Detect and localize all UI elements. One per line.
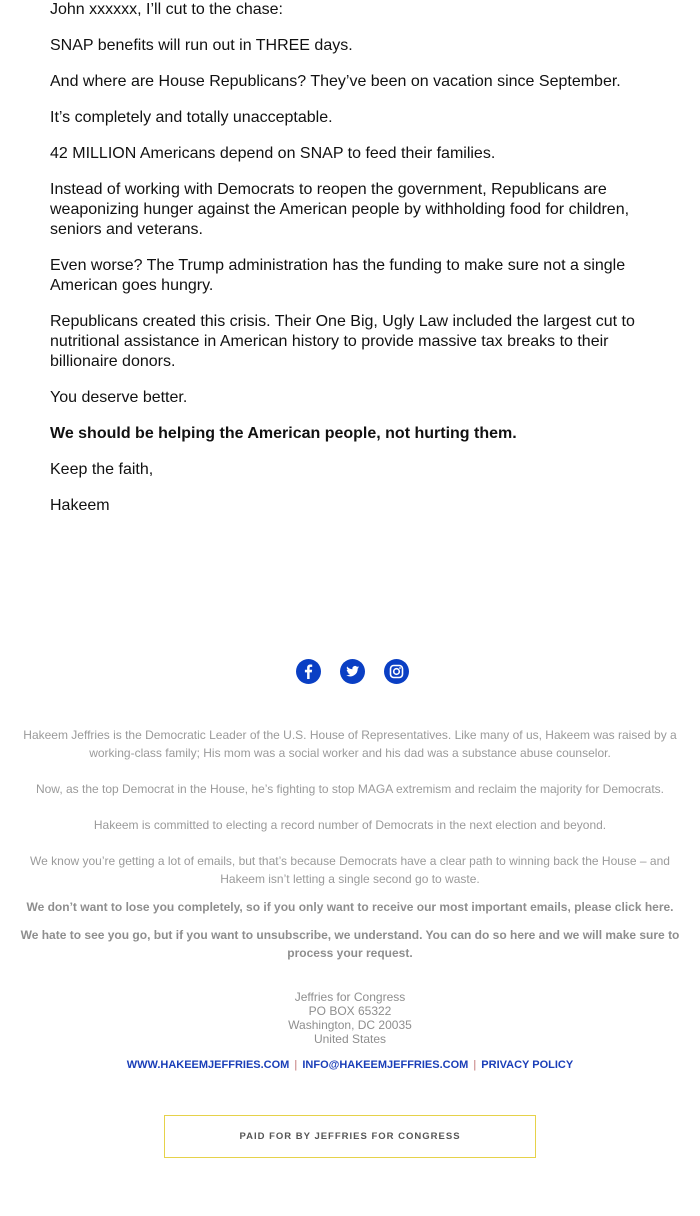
reduce-emails-link[interactable]: We don’t want to lose you completely, so if you only want to receive our most important emails, please click here. xyxy=(26,900,674,914)
footer xyxy=(20,726,680,980)
body-paragraph: Republicans created this crisis. Their One Big, Ugly Law included the largest cut to nutritional assistance in American history to provide massive tax breaks to their billionaire donors. xyxy=(50,313,635,370)
instagram-link[interactable] xyxy=(384,659,409,684)
link-separator: | xyxy=(473,1059,477,1071)
signature: Hakeem xyxy=(50,497,110,514)
privacy-policy-link[interactable]: PRIVACY POLICY xyxy=(481,1059,574,1071)
email-body xyxy=(50,0,650,532)
facebook-link[interactable] xyxy=(296,659,321,684)
body-paragraph: You deserve better. xyxy=(50,389,188,406)
address-po-box: PO BOX 65322 xyxy=(308,1004,392,1018)
twitter-link[interactable] xyxy=(340,659,365,684)
instagram-icon xyxy=(384,659,409,684)
unsubscribe-link[interactable]: We hate to see you go, but if you want to unsubscribe, we understand. You can do so here and we will make sure to process your request. xyxy=(20,928,680,960)
mailing-address xyxy=(0,990,700,1046)
bold-statement: We should be helping the American people, not hurting them. xyxy=(50,425,517,442)
paid-for-text: PAID FOR BY JEFFRIES FOR CONGRESS xyxy=(239,1131,461,1142)
body-paragraph: SNAP benefits will run out in THREE days. xyxy=(50,37,353,54)
link-separator: | xyxy=(294,1059,298,1071)
sign-off: Keep the faith, xyxy=(50,461,154,478)
email-link[interactable]: INFO@HAKEEMJEFFRIES.COM xyxy=(302,1059,469,1071)
footer-mission: Now, as the top Democrat in the House, he’s fighting to stop MAGA extremism and reclaim the majority for Democrats. xyxy=(35,782,665,796)
social-links xyxy=(0,659,700,684)
body-paragraph: Instead of working with Democrats to reopen the government, Republicans are weaponizing hunger against the American people by withholding food for children, seniors and veterans. xyxy=(50,181,630,238)
body-paragraph: It’s completely and totally unacceptable. xyxy=(50,109,333,126)
body-paragraph: And where are House Republicans? They’ve been on vacation since September. xyxy=(50,73,621,90)
website-link[interactable]: WWW.HAKEEMJEFFRIES.COM xyxy=(126,1059,290,1071)
address-org: Jeffries for Congress xyxy=(294,990,406,1004)
twitter-icon xyxy=(340,659,365,684)
paid-for-disclaimer xyxy=(164,1115,536,1158)
footer-bio: Hakeem Jeffries is the Democratic Leader of the U.S. House of Representatives. Like many of us, Hakeem was raised by a working-class family; His mom was a social worker and his dad was a substance abuse counselor. xyxy=(23,728,677,760)
address-city: Washington, DC 20035 xyxy=(288,1018,412,1032)
body-paragraph: 42 MILLION Americans depend on SNAP to feed their families. xyxy=(50,145,496,162)
footer-commitment: Hakeem is committed to electing a record number of Democrats in the next election and beyond. xyxy=(93,818,607,832)
footer-email-note: We know you’re getting a lot of emails, but that’s because Democrats have a clear path to winning back the House – and Hakeem isn’t letting a single second go to waste. xyxy=(30,854,670,886)
address-country: United States xyxy=(313,1032,387,1046)
greeting: John xxxxxx, I’ll cut to the chase: xyxy=(50,1,283,18)
body-paragraph: Even worse? The Trump administration has the funding to make sure not a single American goes hungry. xyxy=(50,257,626,294)
facebook-icon xyxy=(296,659,321,684)
footer-links xyxy=(0,1059,700,1071)
